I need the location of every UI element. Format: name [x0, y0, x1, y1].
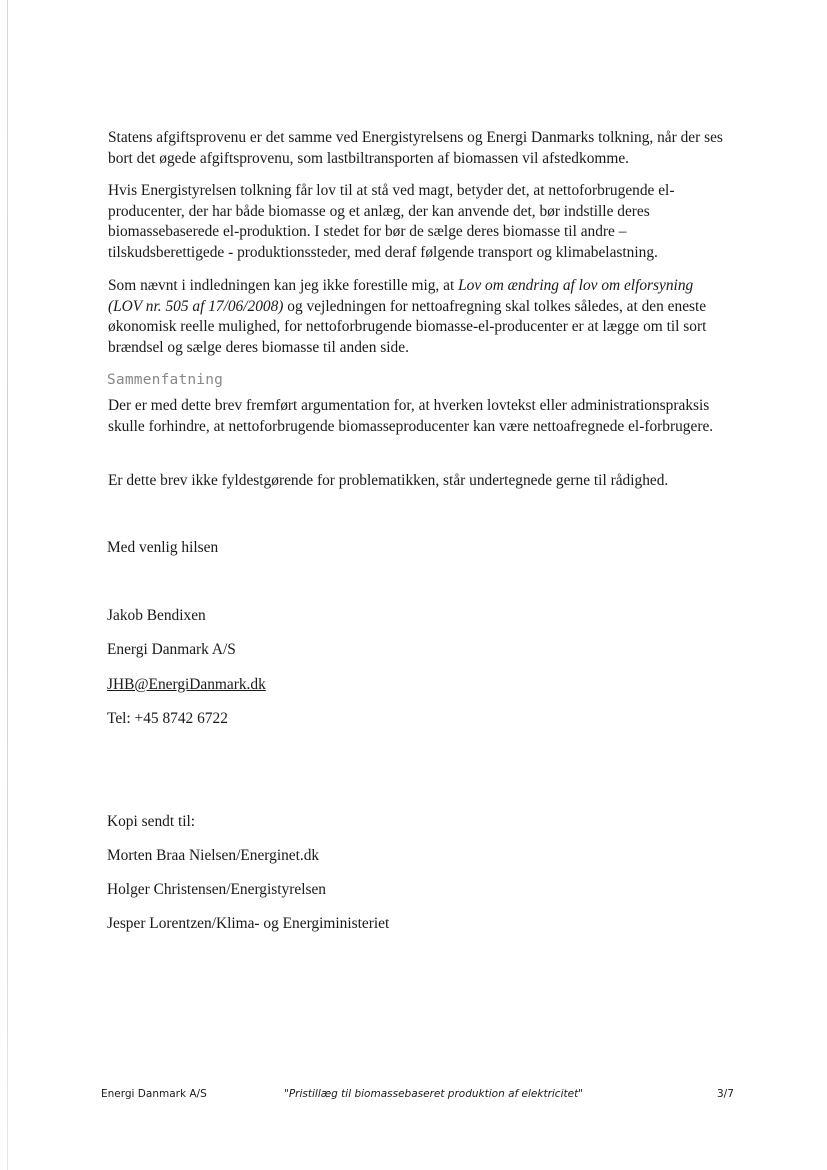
scan-edge-line	[7, 0, 8, 1170]
copies-label: Kopi sendt til:	[107, 813, 196, 830]
paragraph-afgiftsprovenu: Statens afgiftsprovenu er det samme ved Energistyrelsens og Energi Danmarks tolkning, når der ses bort det øgede afgiftsprovenu, som lastbiltransporten af biomassen vil afstedkomme.	[108, 129, 723, 167]
copy-recipient: Holger Christensen/Energistyrelsen	[107, 881, 326, 898]
page-number: 3/7	[717, 1088, 734, 1100]
footer-document-title: "Pristillæg til biomassebaseret produktion af elektricitet"	[284, 1088, 584, 1100]
paragraph-closing-offer: Er dette brev ikke fyldestgørende for problematikken, står undertegnede gerne til rådighed.	[108, 472, 669, 489]
paragraph-indledning	[108, 276, 723, 358]
paragraph-summary: Der er med dette brev fremført argumentation for, at hverken lovtekst eller administrationspraksis skulle forhindre, at nettoforbrugende biomasseproducenter kan være nettoafregnede el-forbrugere.	[108, 397, 714, 435]
section-heading: Sammenfatning	[107, 372, 224, 388]
email-link[interactable]: JHB@EnergiDanmark.dk	[107, 676, 266, 693]
copy-recipient: Morten Braa Nielsen/Energinet.dk	[107, 847, 320, 864]
phone-number: Tel: +45 8742 6722	[107, 710, 228, 727]
law-reference: Lov om ændring af lov om elforsyning (LOV nr. 505 af 17/06/2008)	[108, 277, 694, 315]
closing-greeting: Med venlig hilsen	[107, 539, 219, 556]
footer-company: Energi Danmark A/S	[101, 1088, 207, 1100]
copy-recipient: Jesper Lorentzen/Klima- og Energiministeriet	[107, 915, 390, 932]
paragraph-energistyrelsen: Hvis Energistyrelsen tolkning får lov til at stå ved magt, betyder det, at nettoforbrugende el-producenter, der har både biomasse og et anlæg, der kan anvende det, bør indstille deres biomassebaserede el-produktion. I stedet for bør de sælge deres biomasse til andre – tilskudsberettigede - produktionssteder, med deraf følgende transport og klimabelastning.	[108, 182, 675, 261]
paragraph-text: Som nævnt i indledningen kan jeg ikke forestille mig, at	[108, 277, 459, 294]
paragraph-text: og vejledningen for nettoafregning skal tolkes således, at den eneste økonomisk reelle mulighed, for nettoforbrugende biomasse-el-producenter er at lægge om til sort brændsel og sælge deres biomasse til anden side.	[108, 297, 707, 356]
signer-name: Jakob Bendixen	[107, 607, 206, 624]
signer-company: Energi Danmark A/S	[107, 641, 236, 658]
